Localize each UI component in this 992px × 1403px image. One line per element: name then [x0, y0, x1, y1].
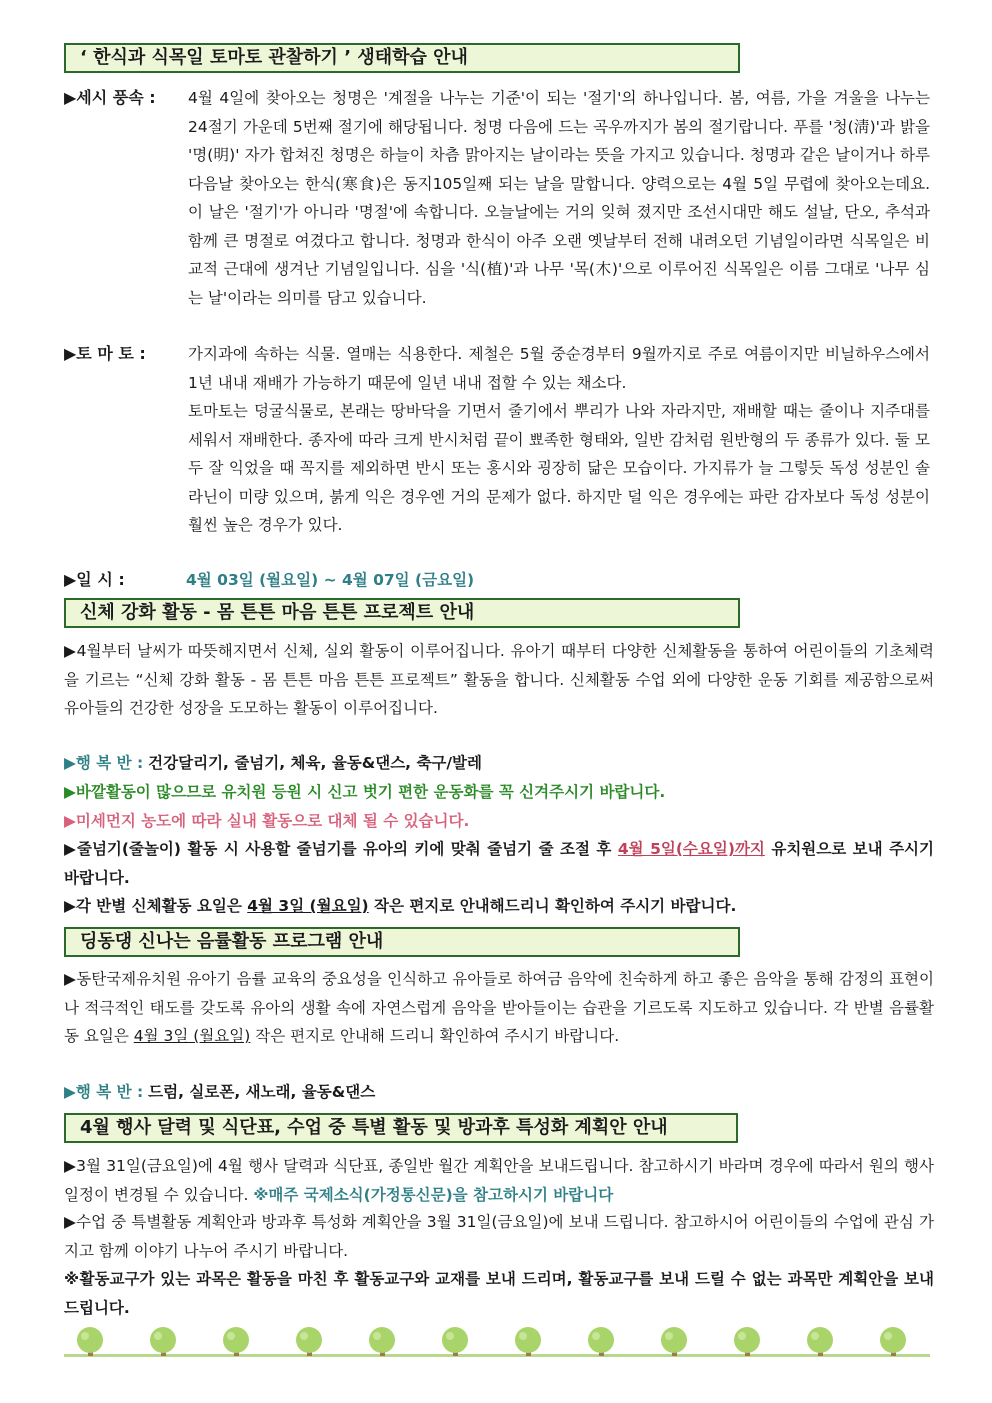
tree-icon [296, 1327, 322, 1356]
section-title-calendar: 4월 행사 달력 및 식단표, 수업 중 특별 활동 및 방과후 특성화 계획안 안내 [64, 1113, 738, 1143]
section-title-music: 딩동댕 신나는 음률활동 프로그램 안내 [64, 927, 740, 957]
physical-class-row [64, 749, 934, 778]
tree-icon [515, 1327, 541, 1356]
music-class-label: ▶행 복 반 : [64, 1083, 144, 1101]
tree-icon [661, 1327, 687, 1356]
tree-icon [807, 1327, 833, 1356]
shoes-note: ▶바깥활동이 많으므로 유치원 등원 시 신고 벗기 편한 운동화를 꼭 신겨주시기 바랍니다. [64, 783, 666, 801]
class-label: ▶행 복 반 : [64, 754, 144, 772]
weekly-news-note: ※매주 국제소식(가정통신문)을 참고하시기 바랍니다 [253, 1185, 614, 1204]
section-title-ecology: ‘ 한식과 식목일 토마토 관찰하기 ’ 생태학습 안내 [64, 43, 740, 73]
tomato-text-2: 토마토는 덩굴식물로, 본래는 땅바닥을 기면서 줄기에서 뿌리가 나와 자라지만, 재배할 때는 줄이나 지주대를 세워서 재배한다. 종자에 따라 크게 반시처럼 끝이 뾰족한 형태와, 일반 감처럼 원반형의 두 종류가 있다. 둘 모두 잘 익었을 때 꼭지를 제외하면 반시 또는 홍시와 굉장히 닮은 모습이다. 가지류가 늘 그렇듯 독성 성분인 솔라닌이 미량 있으며, 붉게 익은 경우엔 거의 문제가 없다. 하지만 덜 익은 경우에는 파란 감자보다 독성 성분이 훨씬 높은 경우가 있다. [188, 402, 930, 534]
date-label: ▶일 시 : [64, 570, 125, 589]
music-class-row [64, 1078, 934, 1107]
custom-label: ▶세시 풍속 : [64, 88, 156, 107]
tree-icon [588, 1327, 614, 1356]
tree-icon [369, 1327, 395, 1356]
tree-icon [734, 1327, 760, 1356]
physical-intro: ▶4월부터 날씨가 따뜻해지면서 신체, 실외 활동이 이루어집니다. 유아기 때부터 다양한 신체활동을 통하여 어린이들의 기초체력을 기르는 “신체 강화 활동 - 몸 튼튼 마음 튼튼 프로젝트” 활동을 합니다. 신체활동 수업 외에 다양한 운동 기회를 제공함으로써 유아들의 건강한 성장을 도모하는 활동이 이루어집니다. [64, 642, 934, 717]
materials-note: ※활동교구가 있는 과목은 활동을 마친 후 활동교구와 교재를 보내 드리며, 활동교구를 보내 드릴 수 없는 과목만 계획안을 보내 드립니다. [64, 1270, 934, 1317]
tree-border-decoration [64, 1326, 930, 1362]
physical-day-date: 4월 3일 (월요일) [247, 897, 369, 915]
rope-deadline: 4월 5일(수요일)까지 [617, 840, 765, 858]
music-day-date: 4월 3일 (월요일) [133, 1027, 251, 1045]
calendar-note: ▶3월 31일(금요일)에 4월 행사 달력과 식단표, 종일반 월간 계획안을 보내드립니다. 참고하시기 바라며 경우에 따라서 원의 행사 일정이 변경될 수 있습니다. ※매주 국제소식(가정통신문)을 참고하시기 바랍니다 [64, 1157, 934, 1204]
tree-icon [77, 1327, 103, 1356]
tree-icon [880, 1327, 906, 1356]
tomato-label: ▶토 마 토 : [64, 344, 146, 363]
music-intro: ▶동탄국제유치원 유아기 음률 교육의 중요성을 인식하고 유아들로 하여금 음악에 친숙하게 하고 좋은 음악을 통해 감정의 표현이나 적극적인 태도를 갖도록 유아의 생활 속에 자연스럽게 음악을 받아들이는 습관을 기르도록 지도하고 있습니다. 각 반별 음률활동 요일은 4월 3일 (월요일) 작은 편지로 안내해 드리니 확인하여 주시기 바랍니다. [64, 970, 934, 1045]
plan-note: ▶수업 중 특별활동 계획안과 방과후 특성화 계획안을 3월 31일(금요일)에 보내 드립니다. 참고하시어 어린이들의 수업에 관심 가지고 함께 이야기 나누어 주시기 바랍니다. [64, 1213, 934, 1260]
section-title-physical: 신체 강화 활동 - 몸 튼튼 마음 튼튼 프로젝트 안내 [64, 598, 740, 628]
tomato-text-1: 가지과에 속하는 식물. 열매는 식용한다. 제철은 5월 중순경부터 9월까지로 주로 여름이지만 비닐하우스에서 1년 내내 재배가 가능하기 때문에 일년 내내 접할 수 있는 채소다. [188, 345, 930, 392]
custom-text: 4월 4일에 찾아오는 청명은 '계절을 나누는 기준'이 되는 '절기'의 하나입니다. 봄, 여름, 가을 겨울을 나누는 24절기 가운데 5번째 절기에 해당됩니다. 청명 다음에 드는 곡우까지가 봄의 절기랍니다. 푸를 '청(淸)'과 밝을 '명(明)' 자가 합쳐진 청명은 하늘이 차츰 맑아지는 날이라는 뜻을 가지고 있습니다. 청명과 같은 날이거나 하루 다음날 찾아오는 한식(寒食)은 동지105일째 되는 날을 말합니다. 양력으로는 4월 5일 무렵에 찾아오는데요. 이 날은 '절기'가 아니라 '명절'에 속합니다. 오늘날에는 거의 잊혀 졌지만 조선시대만 해도 설날, 단오, 추석과 함께 큰 명절로 여겼다고 합니다. 청명과 한식이 아주 오랜 옛날부터 전해 내려오던 기념일이라면 식목일은 비교적 근대에 생겨난 기념일입니다. 심을 '식(植)'과 나무 '목(木)'으로 이루어진 식목일은 이름 그대로 '나무 심는 날'이라는 의미를 담고 있습니다. [188, 89, 930, 307]
jump-rope-note: ▶줄넘기(줄놀이) 활동 시 사용할 줄넘기를 유아의 키에 맞춰 줄넘기 줄 조절 후 4월 5일(수요일)까지 유치원으로 보내 주시기 바랍니다. [64, 840, 935, 887]
tree-icon [223, 1327, 249, 1356]
date-text: 4월 03일 (월요일) ~ 4월 07일 (금요일) [186, 571, 475, 589]
dust-note: ▶미세먼지 농도에 따라 실내 활동으로 대체 될 수 있습니다. [64, 812, 470, 830]
physical-day-note: ▶각 반별 신체활동 요일은 4월 3일 (월요일) 작은 편지로 안내해드리니 확인하여 주시기 바랍니다. [64, 897, 737, 915]
tree-icon [150, 1327, 176, 1356]
tree-icon [442, 1327, 468, 1356]
class-activities: 건강달리기, 줄넘기, 체육, 율동&댄스, 축구/발레 [148, 754, 483, 772]
music-activities: 드럼, 실로폰, 새노래, 율동&댄스 [148, 1083, 376, 1101]
